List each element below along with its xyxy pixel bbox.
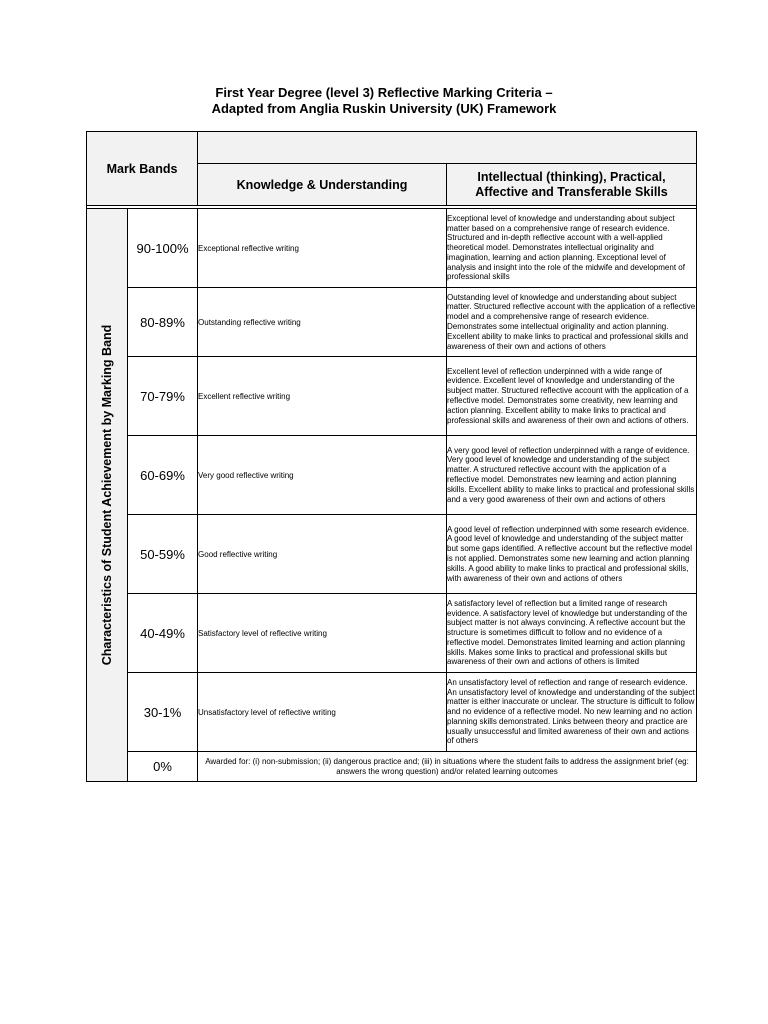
table-row [87, 436, 697, 515]
document-title [0, 85, 768, 117]
mark-band: 80-89% [128, 288, 198, 357]
skills-header-line-1: Intellectual (thinking), Practical, [477, 169, 666, 184]
table-row [87, 594, 697, 673]
side-label: Characteristics of Student Achievement by Marking Band [100, 324, 114, 666]
level-description: Unsatisfactory level of reflective writing [198, 673, 447, 752]
table-row [87, 752, 697, 782]
table-row [87, 288, 697, 357]
level-description: Satisfactory level of reflective writing [198, 594, 447, 673]
marking-criteria-table [86, 131, 697, 782]
criteria-description: A satisfactory level of reflection but a limited range of research evidence. A satisfactory level of knowledge but understanding of the subject matter is not always convincing. A reflective account but the structure is sometimes difficult to follow and no evidence of a reflective model. Demonstrates limited learning and action planning skills. Makes some links to practical and professional skills but awareness of their own and actions of others is limited [447, 594, 697, 673]
side-label-cell [87, 209, 128, 782]
title-line-1: First Year Degree (level 3) Reflective Marking Criteria – [215, 85, 553, 100]
mark-band: 30-1% [128, 673, 198, 752]
criteria-description: Outstanding level of knowledge and understanding about subject matter. Structured reflective account with the application of a reflective model and a comprehensive range of research evidence. Demonstrates some intellectual originality and action planning. Excellent ability to make links to practical and professional skills and awareness of their own and actions of others [447, 288, 697, 357]
title-line-2: Adapted from Anglia Ruskin University (UK) Framework [211, 101, 557, 116]
table-row [87, 357, 697, 436]
criteria-description: A very good level of reflection underpinned with a range of evidence. Very good level of knowledge and understanding of the subject matter. A structured reflective account with the application of a reflective model. Demonstrates new learning and action planning skills. Excellent ability to make links to practical and professional skills and a very good awareness of their own and actions of others [447, 436, 697, 515]
table-row [87, 515, 697, 594]
mark-band: 0% [128, 752, 198, 782]
criteria-description: An unsatisfactory level of reflection and range of research evidence. An unsatisfactory level of knowledge and understanding of the subject matter is either inaccurate or unclear. The structure is difficult to follow and no evidence of a reflective model. No new learning and no action planning skills demonstrated. Links between theory and practice are usually unsuccessful and limited awareness of their own and actions of others [447, 673, 697, 752]
criteria-description: Exceptional level of knowledge and understanding about subject matter based on a comprehensive range of research evidence. Structured and in-depth reflective account with a well-applied theoretical model. Demonstrates intellectual originality and imagination, learning and action planning. Exceptional level of analysis and insight into the role of the midwife and development of professional skills [447, 209, 697, 288]
level-description: Outstanding reflective writing [198, 288, 447, 357]
table-row [87, 209, 697, 288]
criteria-description: A good level of reflection underpinned with some research evidence. A good level of knowledge and understanding of the subject matter but some gaps identified. A reflective account but the reflective model is not applied. Demonstrates some new learning and action planning skills. A good ability to make links to practical and professional skills, with awareness of their own and actions of others [447, 515, 697, 594]
zero-award-description: Awarded for: (i) non-submission; (ii) dangerous practice and; (iii) in situations where the student fails to address the assignment brief (eg: answers the wrong question) and/or related learning outcomes [198, 752, 697, 782]
mark-bands-header: Mark Bands [87, 132, 198, 206]
level-description: Exceptional reflective writing [198, 209, 447, 288]
mark-band: 50-59% [128, 515, 198, 594]
mark-band: 70-79% [128, 357, 198, 436]
mark-band: 40-49% [128, 594, 198, 673]
mark-band: 60-69% [128, 436, 198, 515]
level-description: Very good reflective writing [198, 436, 447, 515]
table-row [87, 673, 697, 752]
criteria-description: Excellent level of reflection underpinned with a wide range of evidence. Excellent level of knowledge and understanding of the subject matter. Structured reflective account with the application of a reflective model. Demonstrates some creativity, new learning and action planning. Excellent ability to make links to practical and professional skills and awareness of their own and actions of others. [447, 357, 697, 436]
header-top-blank [198, 132, 697, 164]
skills-header [447, 164, 697, 206]
knowledge-header: Knowledge & Understanding [198, 164, 447, 206]
level-description: Excellent reflective writing [198, 357, 447, 436]
level-description: Good reflective writing [198, 515, 447, 594]
skills-header-line-2: Affective and Transferable Skills [475, 184, 668, 199]
mark-band: 90-100% [128, 209, 198, 288]
